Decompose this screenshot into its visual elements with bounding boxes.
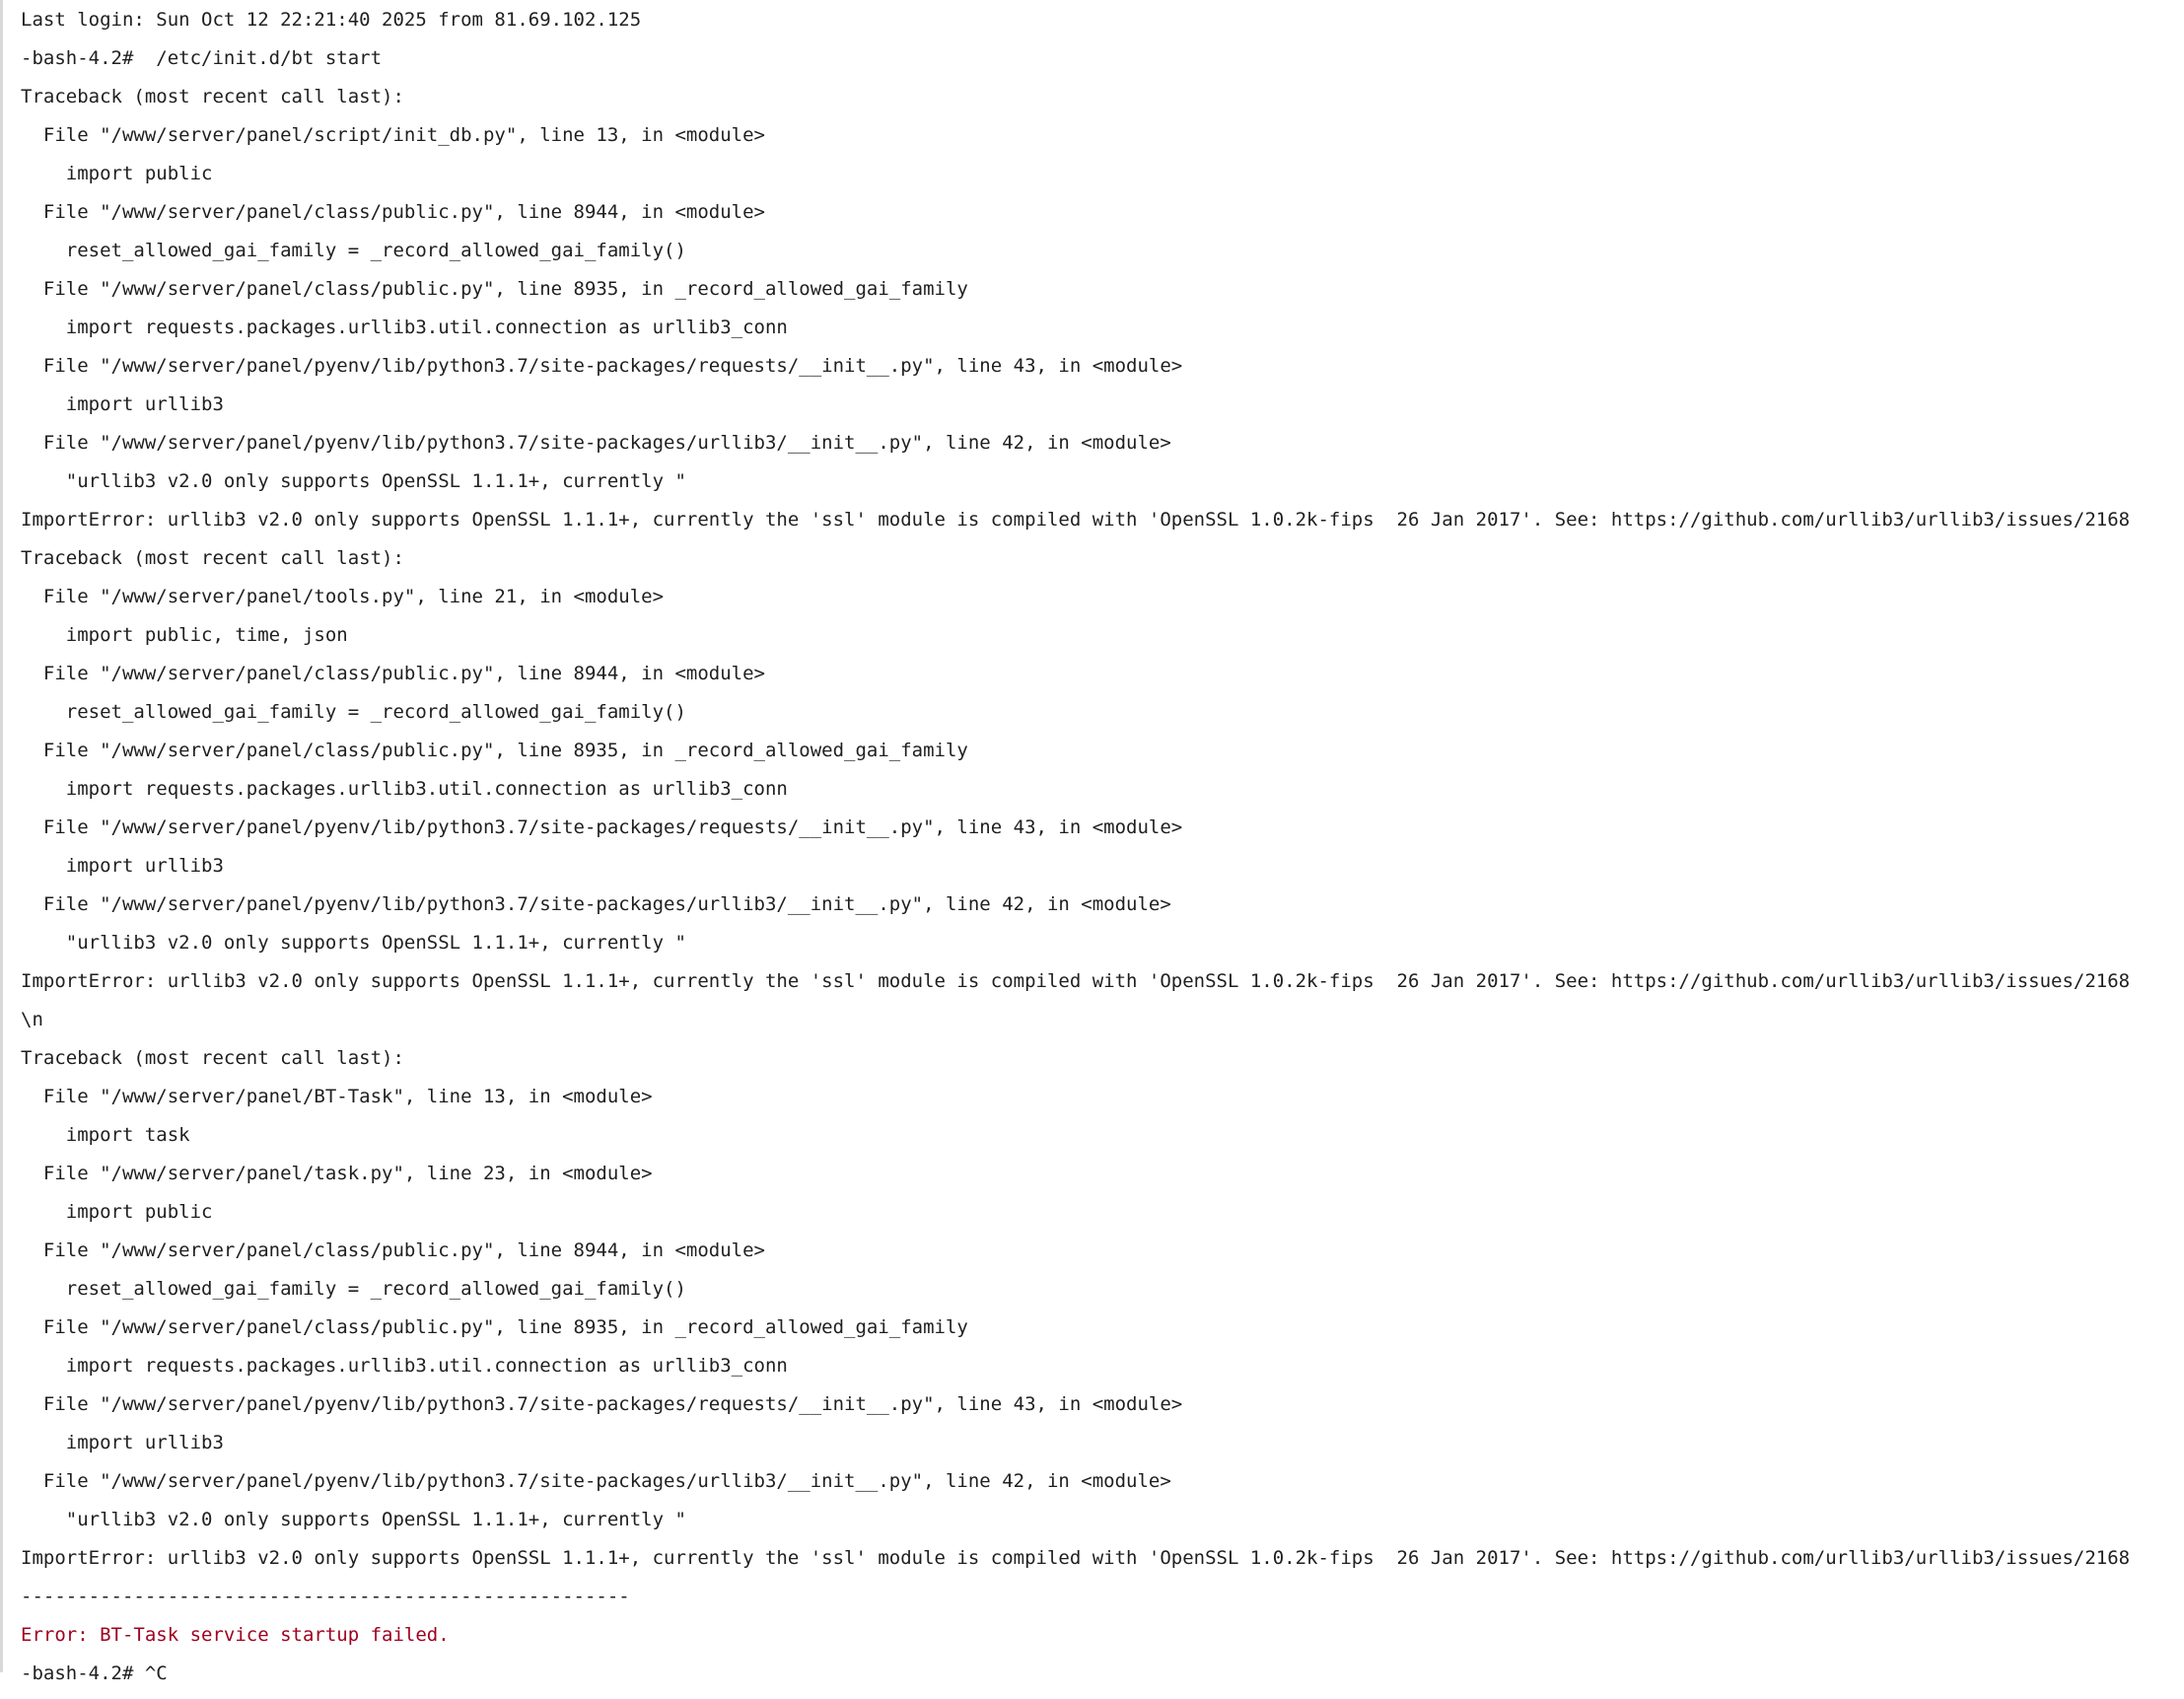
terminal-line: File "/www/server/panel/pyenv/lib/python3.7/site-packages/urllib3/__init__.py", line 42, in <module> bbox=[21, 432, 1171, 454]
terminal-line: "urllib3 v2.0 only supports OpenSSL 1.1.1+, currently " bbox=[21, 470, 686, 492]
terminal-line: ImportError: urllib3 v2.0 only supports OpenSSL 1.1.1+, currently the 'ssl' module is compiled with 'OpenSSL 1.0.2k-fips 26 Jan 2017'. See: https://github.com/urllib3/urllib3/issues/2168 bbox=[21, 970, 2131, 992]
terminal-line: Last login: Sun Oct 12 22:21:40 2025 from 81.69.102.125 bbox=[21, 9, 642, 31]
terminal-line: import requests.packages.urllib3.util.connection as urllib3_conn bbox=[21, 778, 788, 800]
terminal-line: File "/www/server/panel/task.py", line 23, in <module> bbox=[21, 1163, 653, 1184]
terminal-line: Traceback (most recent call last): bbox=[21, 1047, 404, 1069]
terminal-line: File "/www/server/panel/pyenv/lib/python3.7/site-packages/requests/__init__.py", line 43, in <module> bbox=[21, 816, 1183, 838]
terminal-line: -bash-4.2# ^C bbox=[21, 1663, 168, 1684]
terminal-line: Traceback (most recent call last): bbox=[21, 86, 404, 107]
terminal-line: File "/www/server/panel/class/public.py", line 8944, in <module> bbox=[21, 201, 765, 223]
terminal-line: \n bbox=[21, 1009, 43, 1030]
terminal-line: File "/www/server/panel/class/public.py", line 8944, in <module> bbox=[21, 1239, 765, 1261]
terminal-line: reset_allowed_gai_family = _record_allowed_gai_family() bbox=[21, 240, 686, 261]
terminal-line: File "/www/server/panel/pyenv/lib/python3.7/site-packages/requests/__init__.py", line 43, in <module> bbox=[21, 355, 1183, 377]
terminal-line: import requests.packages.urllib3.util.connection as urllib3_conn bbox=[21, 317, 788, 338]
terminal-line: import urllib3 bbox=[21, 855, 224, 877]
terminal-line: import urllib3 bbox=[21, 1432, 224, 1453]
terminal-line: import public bbox=[21, 163, 213, 184]
terminal-line: File "/www/server/panel/class/public.py", line 8935, in _record_allowed_gai_family bbox=[21, 278, 968, 300]
terminal-line: Traceback (most recent call last): bbox=[21, 547, 404, 569]
terminal-line: import task bbox=[21, 1124, 190, 1146]
terminal-line: "urllib3 v2.0 only supports OpenSSL 1.1.1+, currently " bbox=[21, 1509, 686, 1530]
terminal-line: File "/www/server/panel/BT-Task", line 13, in <module> bbox=[21, 1086, 653, 1107]
terminal-line: import urllib3 bbox=[21, 393, 224, 415]
terminal-line: File "/www/server/panel/tools.py", line 21, in <module> bbox=[21, 586, 665, 607]
terminal-line: File "/www/server/panel/script/init_db.py", line 13, in <module> bbox=[21, 124, 765, 146]
terminal-line: ImportError: urllib3 v2.0 only supports OpenSSL 1.1.1+, currently the 'ssl' module is compiled with 'OpenSSL 1.0.2k-fips 26 Jan 2017'. See: https://github.com/urllib3/urllib3/issues/2168 bbox=[21, 1547, 2131, 1569]
terminal-line: "urllib3 v2.0 only supports OpenSSL 1.1.1+, currently " bbox=[21, 932, 686, 954]
terminal-line: File "/www/server/panel/pyenv/lib/python3.7/site-packages/urllib3/__init__.py", line 42, in <module> bbox=[21, 893, 1171, 915]
terminal-line: File "/www/server/panel/pyenv/lib/python3.7/site-packages/requests/__init__.py", line 43, in <module> bbox=[21, 1393, 1183, 1415]
terminal-line: import public bbox=[21, 1201, 213, 1223]
terminal-line: reset_allowed_gai_family = _record_allowed_gai_family() bbox=[21, 1278, 686, 1300]
terminal-line: File "/www/server/panel/class/public.py", line 8944, in <module> bbox=[21, 663, 765, 684]
terminal-line: import requests.packages.urllib3.util.connection as urllib3_conn bbox=[21, 1355, 788, 1377]
terminal-line: -bash-4.2# /etc/init.d/bt start bbox=[21, 47, 383, 69]
terminal-line: ------------------------------------------------------ bbox=[21, 1586, 630, 1607]
terminal-line: reset_allowed_gai_family = _record_allowed_gai_family() bbox=[21, 701, 686, 723]
terminal-line: File "/www/server/panel/pyenv/lib/python3.7/site-packages/urllib3/__init__.py", line 42, in <module> bbox=[21, 1470, 1171, 1492]
error-line: Error: BT-Task service startup failed. bbox=[21, 1624, 450, 1646]
terminal-line: import public, time, json bbox=[21, 624, 348, 646]
terminal-line: File "/www/server/panel/class/public.py", line 8935, in _record_allowed_gai_family bbox=[21, 1316, 968, 1338]
terminal-line: ImportError: urllib3 v2.0 only supports OpenSSL 1.1.1+, currently the 'ssl' module is compiled with 'OpenSSL 1.0.2k-fips 26 Jan 2017'. See: https://github.com/urllib3/urllib3/issues/2168 bbox=[21, 509, 2131, 531]
terminal-line: File "/www/server/panel/class/public.py", line 8935, in _record_allowed_gai_family bbox=[21, 740, 968, 761]
